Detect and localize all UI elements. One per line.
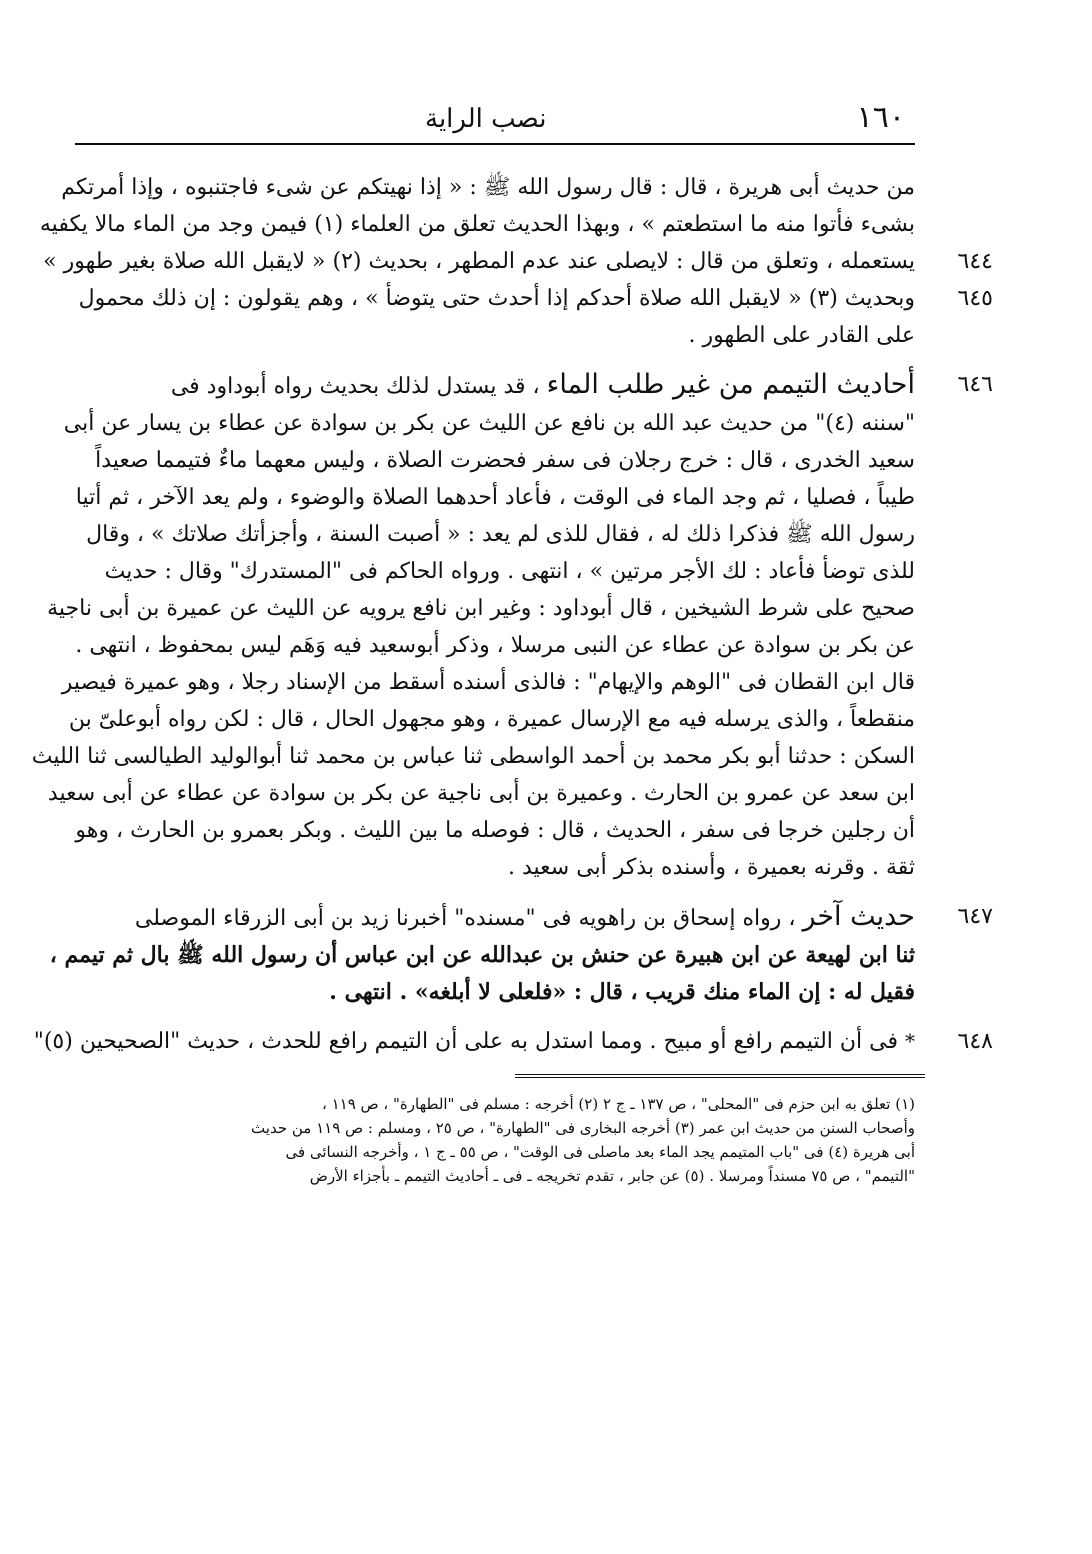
section-heading: أحاديث التيمم من غير طلب الماء: [546, 369, 915, 400]
text-line: أن رجلين خرجا فى سفر ، الحديث ، قال : فوصله ما بين الليث . وبكر بعمرو بن الحارث ، وهو: [75, 818, 915, 843]
section-heading: حديث آخر: [802, 901, 915, 932]
footnote-rule: [515, 1074, 925, 1078]
marginal-number: ٦٤٧: [957, 904, 993, 929]
text-line: فى أن التيمم رافع أو مبيح . ومما استدل به على أن التيمم رافع للحدث ، حديث "الصحيحين (٥)": [33, 1029, 898, 1054]
page-header: [75, 100, 915, 143]
numbered-line: [75, 280, 993, 317]
marginal-number: ٦٤٨: [957, 1029, 993, 1054]
text-line: يستعمله ، وتعلق من قال : لايصلى عند عدم المطهر ، بحديث (٢) « لايقبل الله صلاة بغير طهور »: [43, 249, 915, 274]
asterisk-marker: *: [905, 1029, 915, 1053]
text-line: قال ابن القطان فى "الوهم والإيهام" : فالذى أسنده أسقط من الإسناد رجلا ، وهو عميرة فيصير: [61, 670, 915, 695]
text-line: ثقة . وقرنه بعميرة ، وأسنده بذكر أبى سعيد .: [508, 855, 915, 880]
text-line: وبحديث (٣) « لايقبل الله صلاة أحدكم إذا أحدث حتى يتوضأ » ، وهم يقولون : إن ذلك محمول: [78, 286, 915, 311]
paragraph-648: [33, 1023, 993, 1060]
text-line: للذى توضأ فأعاد : لك الأجر مرتين » ، انتهى . ورواه الحاكم فى "المستدرك" وقال : حديث: [104, 559, 915, 584]
numbered-line: [33, 1023, 993, 1060]
main-text: [31, 169, 993, 1188]
text-line: على القادر على الطهور .: [688, 323, 915, 348]
text-line: طيباً ، فصليا ، ثم وجد الماء فى الوقت ، فأعاد أحدهما الصلاة والوضوء ، ولم يعد الآخر ، ثم أتيا: [75, 485, 915, 510]
marginal-number: ٦٤٦: [957, 372, 993, 397]
page-number: ١٦٠: [856, 100, 905, 135]
numbered-line: [43, 243, 993, 280]
text-line: من حديث أبى هريرة ، قال : قال رسول الله ﷺ : « إذا نهيتكم عن شىء فاجتنبوه ، وإذا أمرتكم: [61, 175, 915, 200]
text-line: عن بكر بن سوادة عن عطاء عن النبى مرسلا ، وذكر أبوسعيد فيه وَهَم ليس بمحفوظ ، انتهى .: [75, 633, 915, 658]
text-line: منقطعاً ، والذى يرسله فيه مع الإرسال عميرة ، وهو مجهول الحال ، قال : لكن رواه أبوعلىّ بن: [68, 707, 915, 732]
text-line: صحيح على شرط الشيخين ، قال أبوداود : وغير ابن نافع يرويه عن الليث عن عميرة بن أبى ناجية: [47, 596, 915, 621]
header-rule: [75, 143, 915, 145]
marginal-number: ٦٤٥: [957, 286, 993, 311]
text-line: ثنا ابن لهيعة عن ابن هبيرة عن حنش بن عبدالله عن ابن عباس أن رسول الله ﷺ بال ثم تيمم ،: [49, 942, 915, 968]
footnote-line: "التيمم" ، ص ٧٥ مسنداً ومرسلا . (٥) عن جابر ، تقدم تخريجه ـ فى ـ أحاديث التيمم ـ بأجزاء الأرض: [309, 1167, 915, 1185]
text-line: سعيد الخدرى ، قال : خرج رجلان فى سفر فحضرت الصلاة ، وليس معهما ماءٌ فتيمما صعيداً: [95, 448, 915, 473]
footnotes: [75, 1092, 915, 1188]
text-line: "سننه (٤)" من حديث عبد الله بن نافع عن الليث عن بكر بن سوادة عن عطاء بن يسار عن أبى: [63, 411, 915, 436]
text-line: رسول الله ﷺ فذكرا ذلك له ، فقال للذى لم يعد : « أصبت السنة ، وأجزأتك صلاتك » ، وقال: [86, 522, 915, 547]
document-page: [31, 100, 993, 1188]
numbered-line: [75, 366, 993, 405]
footnote-line: (١) تعلق به ابن حزم فى "المحلى" ، ص ١٣٧ ـ ج ٢ (٢) أخرجه : مسلم فى "الطهارة" ، ص ١١٩ ،: [321, 1095, 915, 1113]
running-title: نصب الراية: [425, 104, 547, 134]
marginal-number: ٦٤٤: [957, 249, 993, 274]
footnote-line: وأصحاب السنن من حديث ابن عمر (٣) أخرجه البخارى فى "الطهارة" ، ص ٢٥ ، ومسلم : ص ١١٩ من حديث: [251, 1119, 915, 1137]
text-line: ، رواه إسحاق بن راهويه فى "مسنده" أخبرنا زيد بن أبى الزرقاء الموصلى: [134, 906, 796, 931]
text-line: ، قد يستدل لذلك بحديث رواه أبوداود فى: [170, 374, 540, 399]
text-line: ابن سعد عن عمرو بن الحارث . وعميرة بن أبى ناجية عن بكر بن سوادة عن عطاء عن أبى سعيد: [47, 781, 915, 806]
paragraph-647: [49, 898, 993, 1011]
text-line: السكن : حدثنا أبو بكر محمد بن أحمد الواسطى ثنا عباس بن محمد ثنا أبوالوليد الطيالسى ثنا الليث: [31, 744, 915, 769]
text-line: بشىء فأتوا منه ما استطعتم » ، وبهذا الحديث تعلق من العلماء (١) فيمن وجد من الماء مالا يكفيه: [39, 212, 915, 237]
footnote-line: أبى هريرة (٤) فى "باب المتيمم يجد الماء بعد ماصلى فى الوقت" ، ص ٥٥ ـ ج ١ ، وأخرجه النسائى فى: [285, 1143, 915, 1161]
paragraph-646: [31, 366, 993, 886]
numbered-line: [75, 898, 993, 937]
paragraph-continuation: [39, 169, 993, 354]
text-line: فقيل له : إن الماء منك قريب ، قال : «فلعلى لا أبلغه» . انتهى .: [329, 979, 915, 1005]
